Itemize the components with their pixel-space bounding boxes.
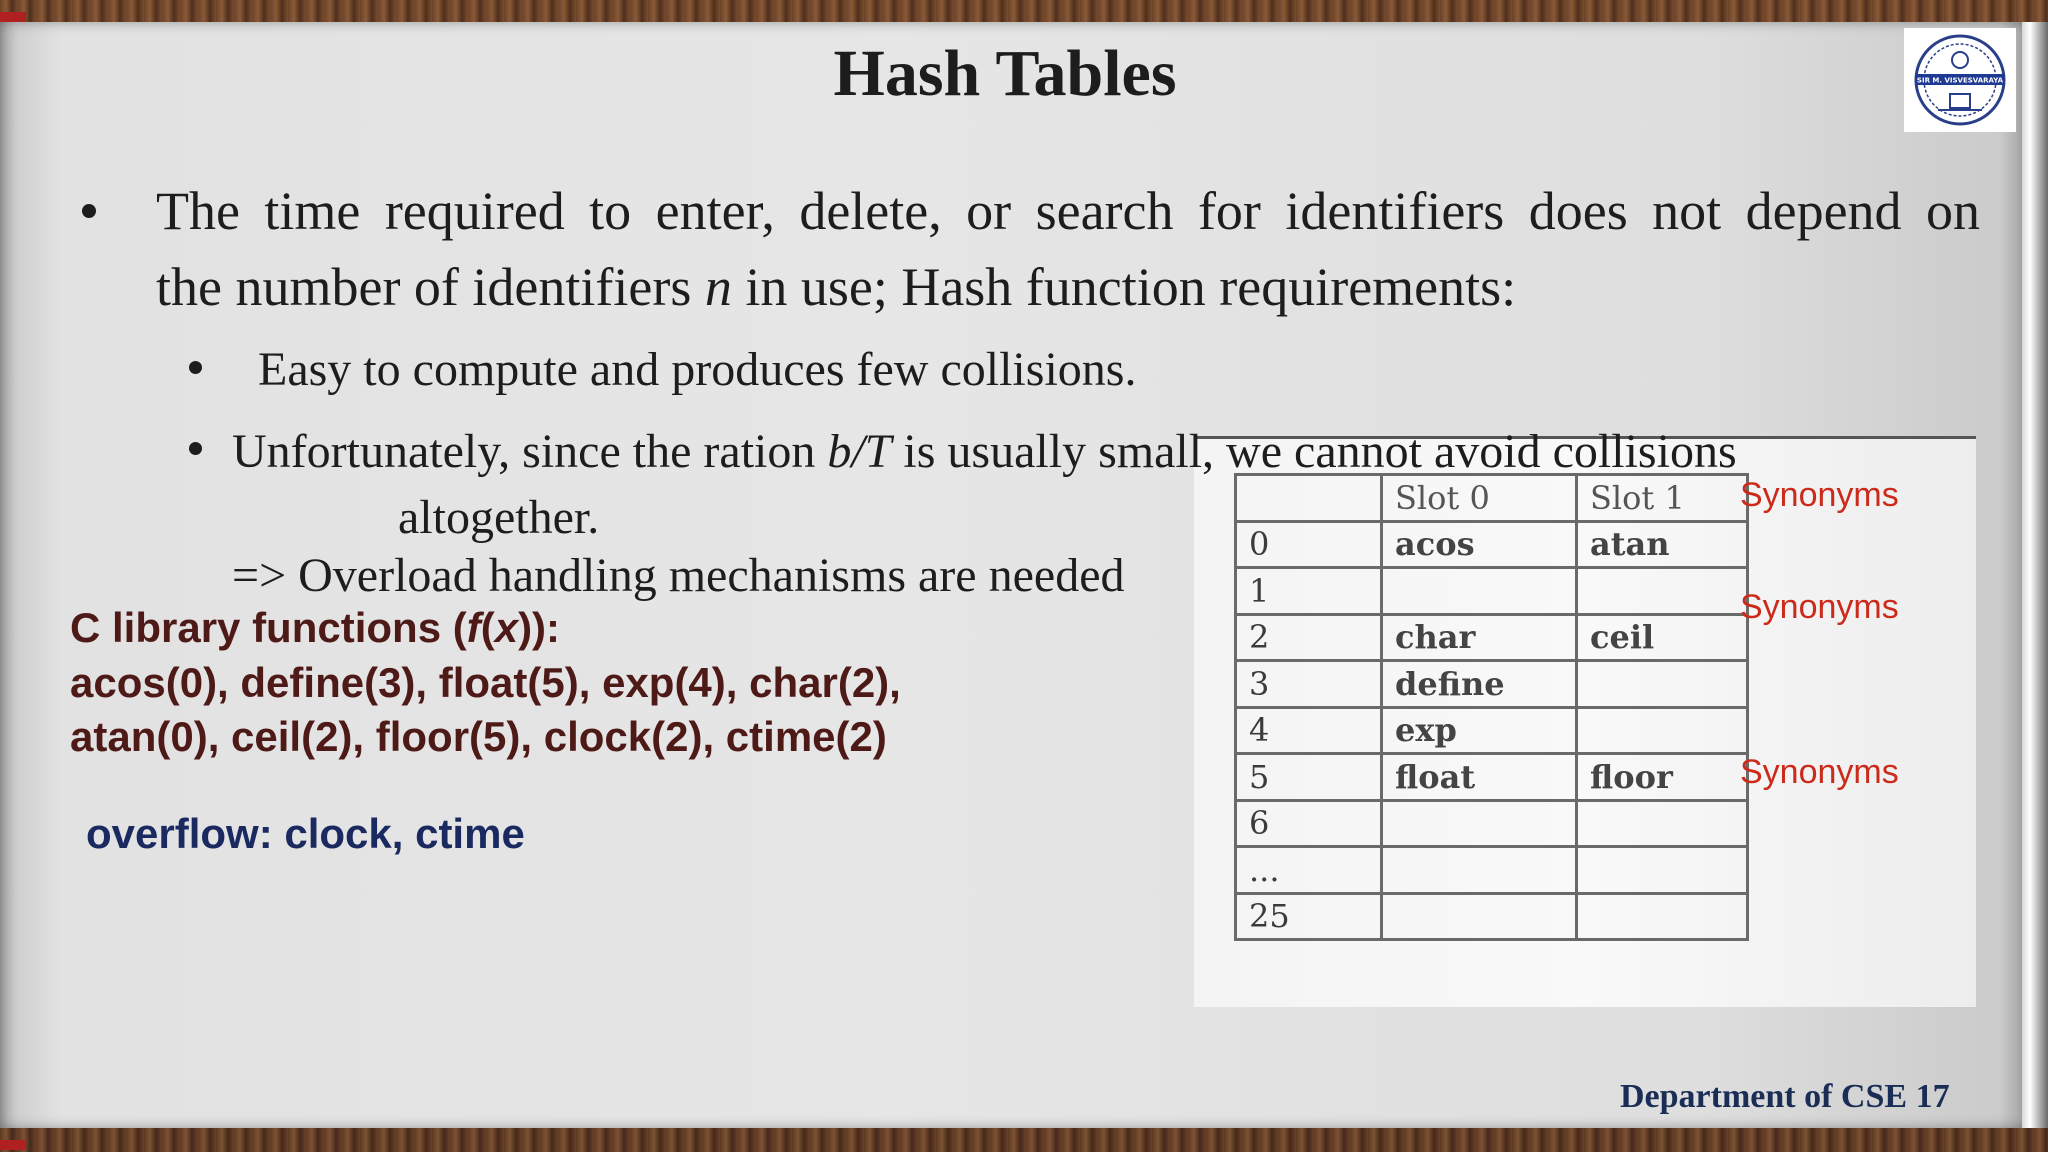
bucket-index: ...	[1236, 847, 1382, 894]
footer-department-page: Department of CSE 17	[1620, 1078, 1950, 1115]
table-row	[1236, 521, 1748, 568]
svg-text:SIR M. VISVESVARAYA: SIR M. VISVESVARAYA	[1916, 76, 2004, 85]
table-row	[1236, 847, 1748, 894]
slot0-cell: exp	[1382, 707, 1577, 754]
table-row	[1236, 800, 1748, 847]
bucket-index: 2	[1236, 614, 1382, 661]
bullet1-line2-start: the number of identifiers	[156, 257, 705, 317]
slot0-cell: define	[1382, 661, 1577, 708]
hash-table	[1234, 473, 1749, 941]
overflow-note: overflow: clock, ctime	[86, 810, 525, 857]
table-row	[1236, 754, 1748, 801]
bucket-index: 4	[1236, 707, 1382, 754]
slide-right-edge	[2022, 22, 2048, 1128]
bullet1-line2	[156, 256, 1516, 318]
bullet-point	[82, 204, 96, 218]
function-f: f	[466, 604, 481, 651]
clib-heading	[70, 604, 560, 652]
synonyms-label: Synonyms	[1740, 476, 1899, 514]
sub-bullet1-text: Easy to compute and produces few collisions.	[258, 343, 1137, 396]
slot1-cell	[1577, 800, 1748, 847]
slot1-cell	[1577, 893, 1748, 940]
top-frame-border	[0, 0, 2048, 22]
sub-bullet2-start: Unfortunately, since the ration	[232, 425, 828, 478]
bottom-frame-border	[0, 1128, 2048, 1152]
slot0-cell	[1382, 893, 1577, 940]
slot1-cell	[1577, 661, 1748, 708]
table-row	[1236, 614, 1748, 661]
slot1-cell: floor	[1577, 754, 1748, 801]
hash-table-figure	[1194, 436, 1976, 1007]
slide-title: Hash Tables	[833, 37, 1177, 110]
table-header	[1236, 475, 1382, 522]
bucket-index: 5	[1236, 754, 1382, 801]
clib-functions-line2: atan(0), ceil(2), floor(5), clock(2), ctime(2)	[70, 713, 887, 760]
institute-seal-icon	[1908, 30, 2012, 130]
slot1-cell: atan	[1577, 521, 1748, 568]
table-header-row	[1236, 475, 1748, 522]
slot1-cell: ceil	[1577, 614, 1748, 661]
table-row	[1236, 568, 1748, 615]
clib-heading-end: )):	[518, 604, 561, 651]
table-row	[1236, 707, 1748, 754]
institute-logo	[1904, 28, 2016, 132]
sub-bullet2-end: is usually small, we cannot avoid collisions	[891, 425, 1737, 478]
slot1-cell	[1577, 568, 1748, 615]
slot0-cell	[1382, 847, 1577, 894]
slot1-cell	[1577, 847, 1748, 894]
frame-marker	[0, 12, 26, 22]
clib-heading-paren: (	[480, 604, 495, 651]
synonyms-label: Synonyms	[1740, 588, 1899, 626]
bucket-index: 6	[1236, 800, 1382, 847]
bullet1-line2-end: in use; Hash function requirements:	[731, 257, 1517, 317]
sub-bullet-point	[189, 442, 202, 455]
bullet1-line1: The time required to enter, delete, or search for identifiers does not depend on	[156, 181, 1980, 241]
variable-n: n	[704, 257, 732, 317]
frame-marker-bottom	[0, 1140, 26, 1150]
slot0-cell: float	[1382, 754, 1577, 801]
synonyms-label: Synonyms	[1740, 753, 1899, 791]
clib-heading-start: C library functions (	[70, 604, 467, 651]
table-header: Slot 1	[1577, 475, 1748, 522]
clib-functions-line1: acos(0), define(3), float(5), exp(4), char(2),	[70, 659, 901, 706]
slot0-cell: char	[1382, 614, 1577, 661]
ratio-bT: b/T	[827, 425, 892, 478]
variable-x: x	[494, 604, 519, 651]
table-header: Slot 0	[1382, 475, 1577, 522]
slot0-cell: acos	[1382, 521, 1577, 568]
slot0-cell	[1382, 568, 1577, 615]
bucket-index: 25	[1236, 893, 1382, 940]
bucket-index: 1	[1236, 568, 1382, 615]
sub-bullet2-text	[232, 424, 1737, 479]
overload-note: => Overload handling mechanisms are needed	[232, 549, 1125, 602]
table-row	[1236, 893, 1748, 940]
slot1-cell	[1577, 707, 1748, 754]
sub-bullet-point	[189, 361, 202, 374]
sub-bullet2-continuation: altogether.	[398, 491, 600, 544]
bucket-index: 0	[1236, 521, 1382, 568]
slot0-cell	[1382, 800, 1577, 847]
table-row	[1236, 661, 1748, 708]
bucket-index: 3	[1236, 661, 1382, 708]
